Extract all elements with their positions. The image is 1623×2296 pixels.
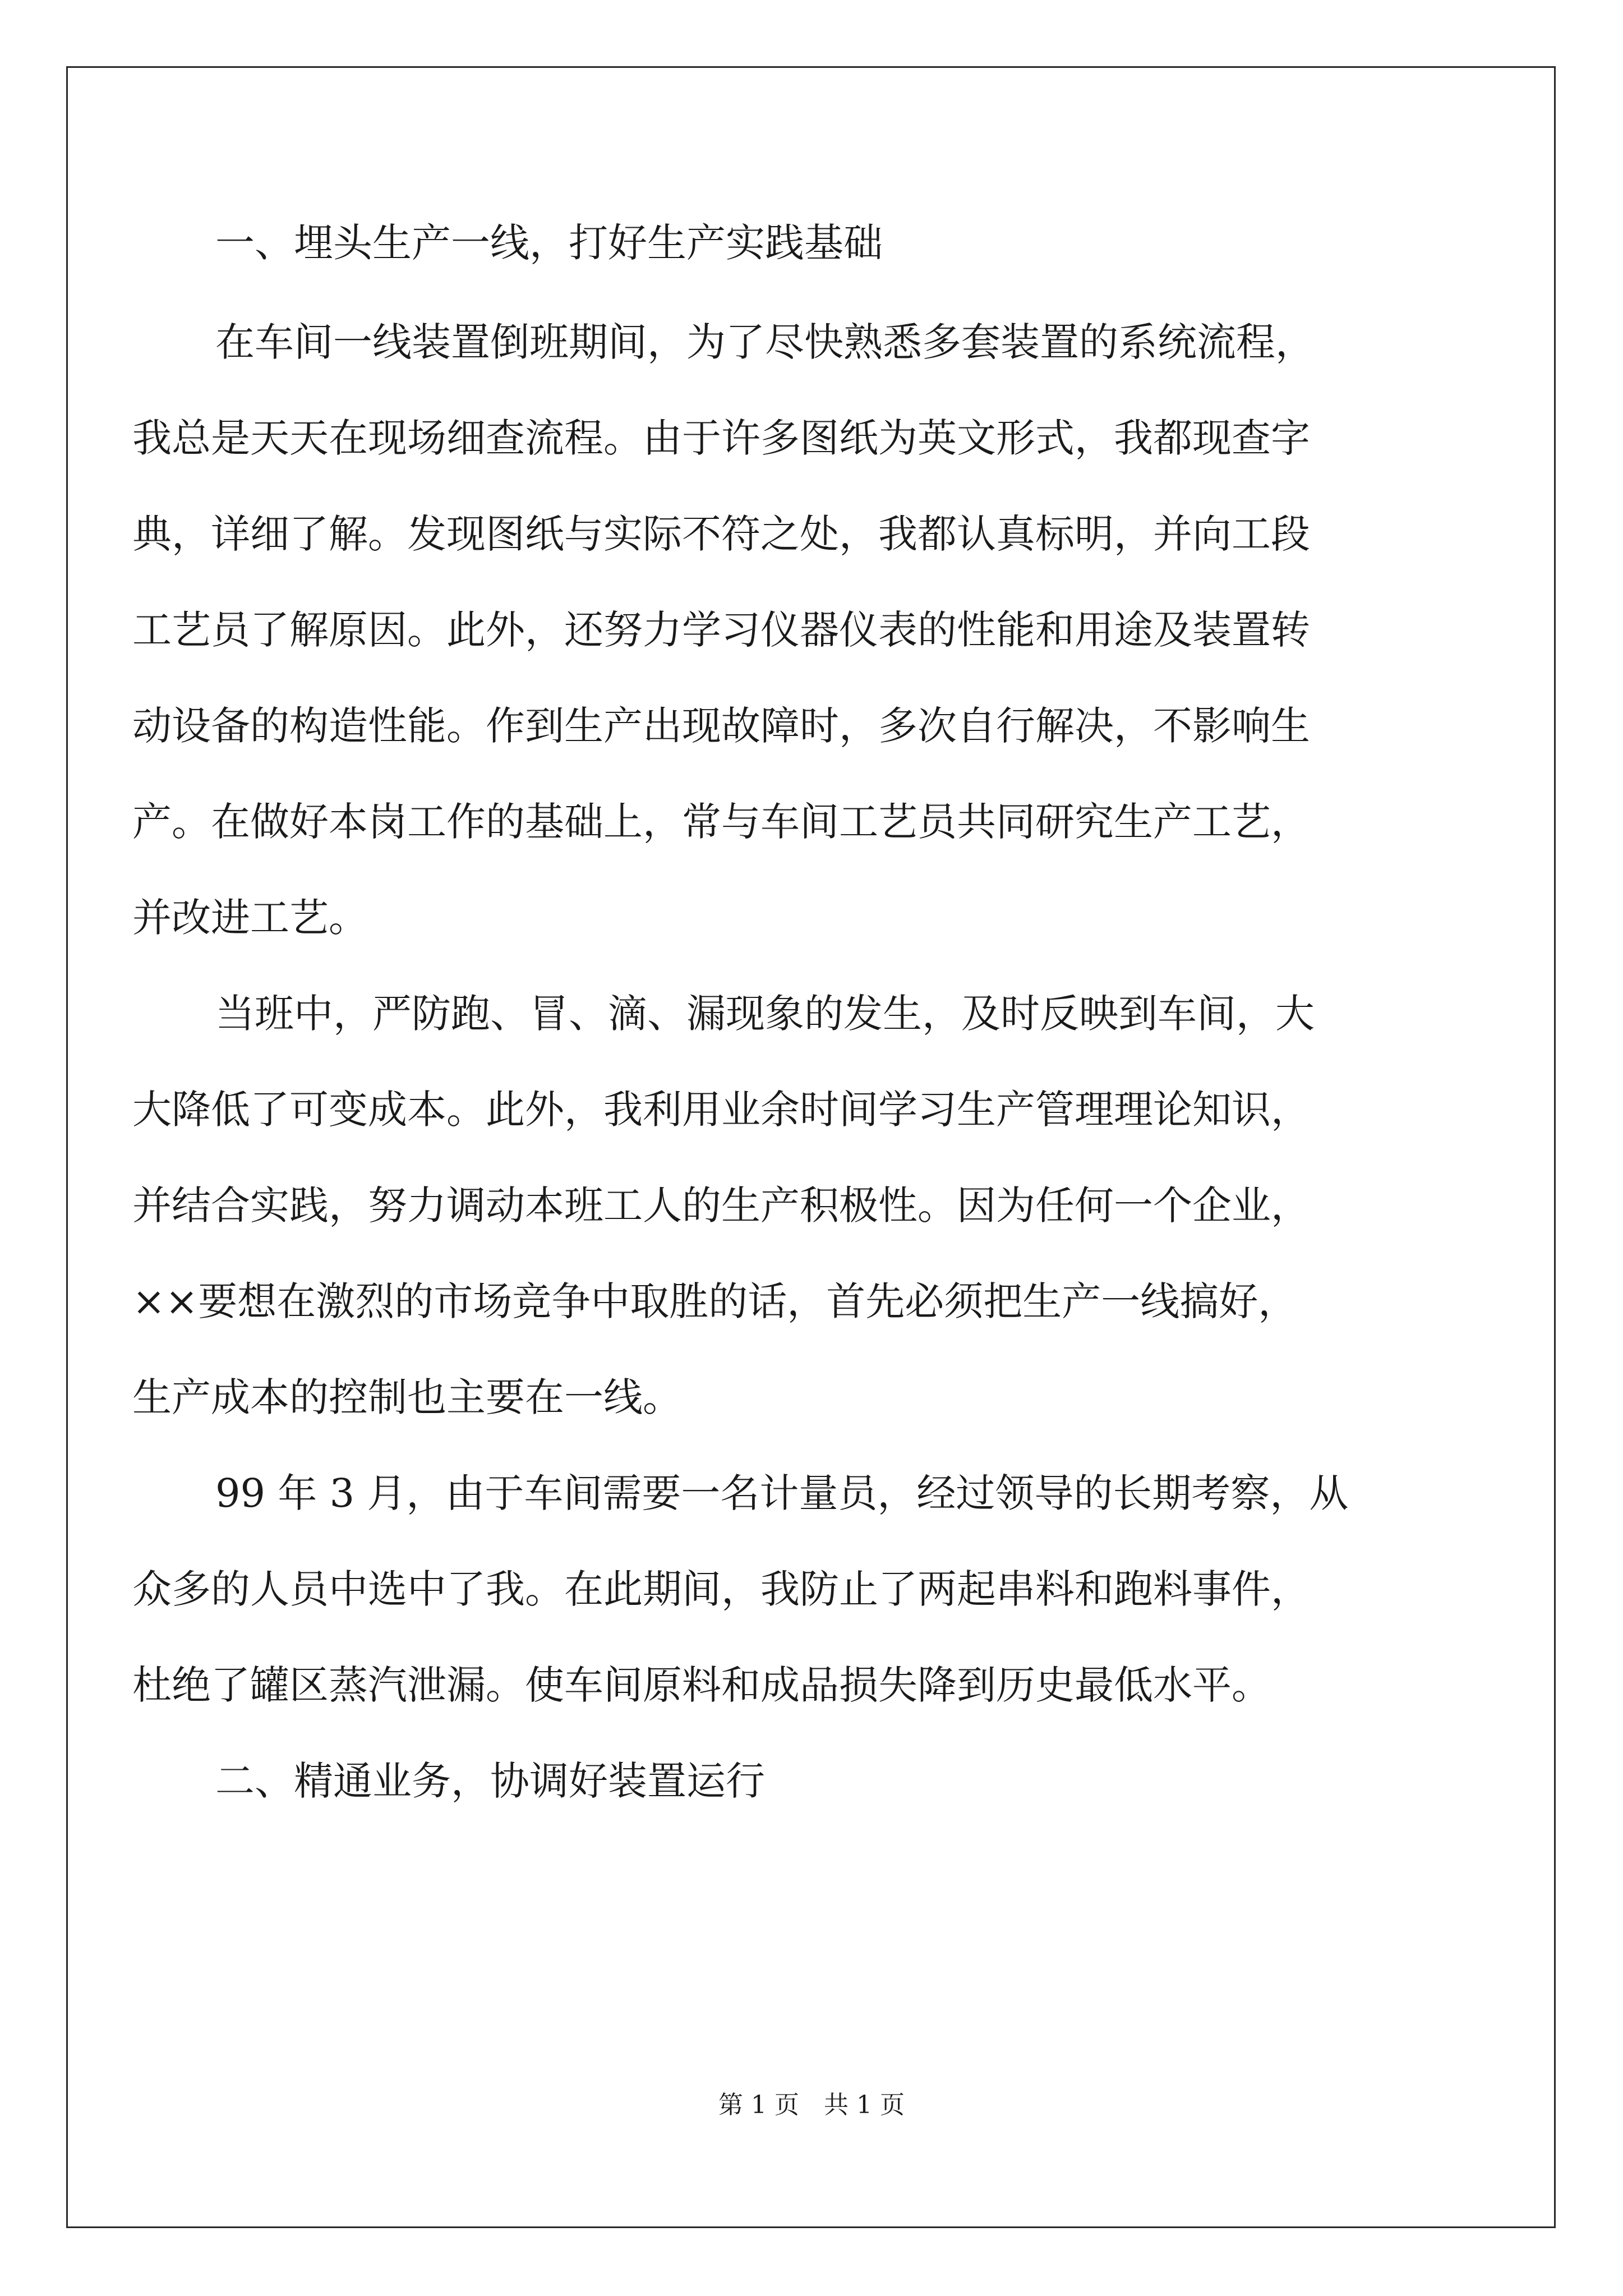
paragraph-line: 动设备的构造性能。作到生产出现故障时，多次自行解决，不影响生 (132, 703, 1310, 749)
paragraph-line: 当班中，严防跑、冒、滴、漏现象的发生，及时反映到车间，大 (215, 991, 1315, 1037)
paragraph-line: 并改进工艺。 (132, 895, 368, 941)
paragraph-line: 在车间一线装置倒班期间，为了尽快熟悉多套装置的系统流程， (215, 319, 1315, 365)
paragraph-line: 生产成本的控制也主要在一线。 (132, 1374, 682, 1420)
section-heading-2: 二、精通业务，协调好装置运行 (215, 1758, 765, 1804)
paragraph-line: 典，详细了解。发现图纸与实际不符之处，我都认真标明，并向工段 (132, 511, 1310, 557)
paragraph-line: 我总是天天在现场细查流程。由于许多图纸为英文形式，我都现查字 (132, 415, 1310, 461)
paragraph-line: ××要想在激烈的市场竞争中取胜的话，首先必须把生产一线搞好， (132, 1278, 1298, 1324)
paragraph-line: 99 年 3 月，由于车间需要一名计量员，经过领导的长期考察，从 (215, 1470, 1349, 1516)
paragraph-line: 产。在做好本岗工作的基础上，常与车间工艺员共同研究生产工艺， (132, 799, 1310, 845)
paragraph-line: 众多的人员中选中了我。在此期间，我防止了两起串料和跑料事件， (132, 1566, 1310, 1612)
page-number-footer: 第 1 页 共 1 页 (718, 2091, 905, 2119)
paragraph-line: 工艺员了解原因。此外，还努力学习仪器仪表的性能和用途及装置转 (132, 607, 1310, 653)
paragraph-line: 大降低了可变成本。此外，我利用业余时间学习生产管理理论知识， (132, 1087, 1310, 1133)
paragraph-line: 杜绝了罐区蒸汽泄漏。使车间原料和成品损失降到历史最低水平。 (132, 1662, 1271, 1708)
paragraph-line: 并结合实践，努力调动本班工人的生产积极性。因为任何一个企业， (132, 1182, 1310, 1228)
document-body (132, 0, 1490, 2076)
section-heading-1: 一、埋头生产一线，打好生产实践基础 (215, 220, 883, 266)
